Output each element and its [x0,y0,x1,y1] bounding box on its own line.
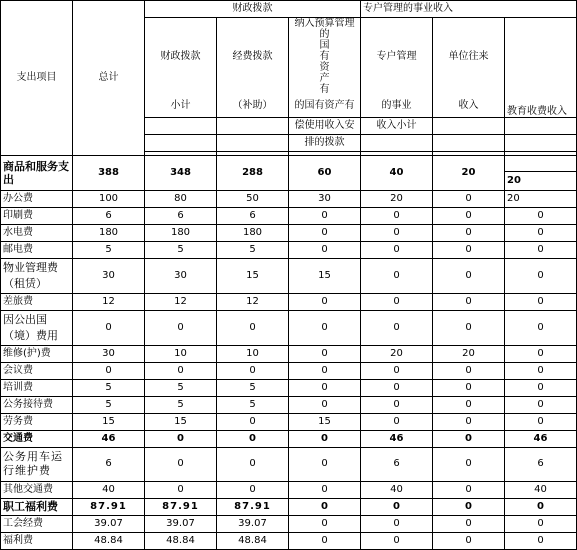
table-row-10 [1,379,577,396]
row-total: 30 [73,258,145,293]
row-funding: 288 [217,155,289,190]
table-row-12 [1,413,577,430]
table-row-1 [1,190,577,207]
row-item: 工会经费 [1,515,73,532]
table-row-6 [1,293,577,310]
header-fiscal-group: 财政拨款 [145,1,361,18]
header-assets-2: 的国有资产有 [289,95,361,117]
row-special: 0 [361,515,433,532]
row-unit: 0 [433,310,505,345]
row-total: 40 [73,481,145,498]
row-funding: 48.84 [217,532,289,549]
row-assets: 0 [289,345,361,362]
row-item: 职工福利费 [1,498,73,515]
table-row-9 [1,362,577,379]
row-fiscal: 15 [145,413,217,430]
row-total: 180 [73,224,145,241]
row-unit: 0 [433,379,505,396]
header-special-subtotal-2: 的事业 [361,95,433,117]
row-edu: 0 [505,362,577,379]
row-total: 5 [73,396,145,413]
row-fiscal: 12 [145,293,217,310]
row-special: 0 [361,532,433,549]
row-fiscal: 6 [145,207,217,224]
row-total: 12 [73,293,145,310]
row-unit: 0 [433,362,505,379]
header-assets-3: 偿使用收入安 [289,117,361,134]
row-assets: 0 [289,207,361,224]
row-funding: 15 [217,258,289,293]
header-funding-1: 经费拨款 [217,18,289,96]
row-assets: 0 [289,362,361,379]
row-special: 0 [361,310,433,345]
row-item: 劳务费 [1,413,73,430]
row-special: 6 [361,447,433,481]
row-funding: 5 [217,379,289,396]
table-row-13 [1,430,577,447]
row-edu: 20 [505,190,577,207]
table-row-14 [1,447,577,481]
row-total: 5 [73,241,145,258]
header-unit-1: 单位往来 [433,18,505,96]
table-row-3 [1,224,577,241]
row-fiscal: 5 [145,241,217,258]
row-edu: 0 [505,532,577,549]
row-edu: 0 [505,396,577,413]
row-fiscal: 10 [145,345,217,362]
row-assets: 0 [289,310,361,345]
row-special: 0 [361,362,433,379]
row-assets: 30 [289,190,361,207]
row-fiscal: 5 [145,396,217,413]
row-total: 6 [73,207,145,224]
row-edu: 0 [505,224,577,241]
row-unit: 0 [433,207,505,224]
row-funding: 12 [217,293,289,310]
header-fiscal-subtotal-1: 财政拨款 [145,18,217,96]
row-edu: 46 [505,430,577,447]
header-special-group: 专户管理的事业收入 [361,1,577,18]
row-unit: 0 [433,447,505,481]
row-edu: 0 [505,515,577,532]
row-funding: 0 [217,481,289,498]
row-total: 87.91 [73,498,145,515]
row-total: 0 [73,362,145,379]
table-row-15 [1,481,577,498]
row-item: 维修(护)费 [1,345,73,362]
row-item: 邮电费 [1,241,73,258]
row-assets: 0 [289,241,361,258]
row-assets: 0 [289,515,361,532]
row-funding: 50 [217,190,289,207]
row-unit: 0 [433,258,505,293]
row-item: 物业管理费（租赁） [1,258,73,293]
row-unit: 0 [433,532,505,549]
row-item: 培训费 [1,379,73,396]
row-unit: 0 [433,241,505,258]
row-funding: 6 [217,207,289,224]
row-special: 20 [361,345,433,362]
row-fiscal: 5 [145,379,217,396]
row-fiscal: 80 [145,190,217,207]
row-assets: 0 [289,293,361,310]
row-assets: 0 [289,430,361,447]
row-funding: 0 [217,310,289,345]
row-special: 0 [361,241,433,258]
header-unit-2: 收入 [433,95,505,117]
header-funding-2: （补助） [217,95,289,117]
header-special-subtotal-1: 专户管理 [361,18,433,96]
row-assets: 0 [289,224,361,241]
row-funding: 0 [217,430,289,447]
row-edu: 6 [505,447,577,481]
row-special: 0 [361,258,433,293]
row-item: 水电费 [1,224,73,241]
header-total: 总计 [73,1,145,156]
row-unit: 0 [433,413,505,430]
row-unit: 0 [433,293,505,310]
row-item: 福利费 [1,532,73,549]
row-funding: 180 [217,224,289,241]
row-funding: 5 [217,241,289,258]
row-assets: 0 [289,447,361,481]
row-total: 5 [73,379,145,396]
row-fiscal: 48.84 [145,532,217,549]
row-unit: 0 [433,498,505,515]
row-fiscal: 180 [145,224,217,241]
header-assets-1: 纳入预算管理 的国有资产有 [289,18,361,96]
row-total: 15 [73,413,145,430]
header-assets-4: 排的拨款 [289,134,361,151]
row-unit: 0 [433,224,505,241]
row-total: 388 [73,155,145,190]
row-unit: 0 [433,396,505,413]
table-row-7 [1,310,577,345]
row-assets: 0 [289,396,361,413]
row-total: 6 [73,447,145,481]
table-row-2 [1,207,577,224]
row-special: 0 [361,207,433,224]
row-fiscal: 0 [145,447,217,481]
row-edu: 0 [505,345,577,362]
row-total: 39.07 [73,515,145,532]
row-unit: 20 [433,345,505,362]
row-edu: 0 [505,413,577,430]
row-assets: 0 [289,532,361,549]
header-fiscal-subtotal-2: 小计 [145,95,217,117]
row-fiscal: 0 [145,430,217,447]
row-fiscal: 0 [145,310,217,345]
row-fiscal: 30 [145,258,217,293]
row-assets: 0 [289,379,361,396]
row-unit: 0 [433,190,505,207]
row-funding: 0 [217,447,289,481]
row-assets: 60 [289,155,361,190]
header-special-subtotal-3: 收入小计 [361,117,433,134]
row-assets: 15 [289,258,361,293]
row-special: 0 [361,396,433,413]
row-item: 其他交通费 [1,481,73,498]
row-unit: 0 [433,430,505,447]
row-funding: 5 [217,396,289,413]
row-fiscal: 87.91 [145,498,217,515]
row-total: 48.84 [73,532,145,549]
row-special: 0 [361,498,433,515]
row-item: 印刷费 [1,207,73,224]
row-total: 30 [73,345,145,362]
row-edu: 0 [505,241,577,258]
row-edu: 0 [505,258,577,293]
header-item: 支出项目 [1,1,73,156]
row-special: 40 [361,481,433,498]
row-edu: 0 [505,498,577,515]
row-special: 40 [361,155,433,190]
row-edu: 0 [505,310,577,345]
row-fiscal: 348 [145,155,217,190]
table-row-17 [1,515,577,532]
table-row-16 [1,498,577,515]
row-funding: 0 [217,362,289,379]
row-item: 公务接待费 [1,396,73,413]
row-edu: 0 [505,207,577,224]
header-row-1 [1,1,577,18]
row-special: 20 [361,190,433,207]
row-edu: 0 [505,293,577,310]
row-unit: 0 [433,515,505,532]
row-item: 因公出国（境）费用 [1,310,73,345]
row-funding: 10 [217,345,289,362]
row-total: 100 [73,190,145,207]
row-fiscal: 0 [145,362,217,379]
row-unit: 20 [433,155,505,190]
table-row-8 [1,345,577,362]
row-fiscal: 39.07 [145,515,217,532]
row-special: 0 [361,224,433,241]
row-funding: 87.91 [217,498,289,515]
header-education: 教育收费收入 [505,18,577,118]
row-funding: 0 [217,413,289,430]
table-row-0 [1,155,577,171]
table-row-4 [1,241,577,258]
row-edu: 0 [505,379,577,396]
table-row-11 [1,396,577,413]
row-item: 会议费 [1,362,73,379]
row-item: 交通费 [1,430,73,447]
row-special: 0 [361,293,433,310]
row-item: 差旅费 [1,293,73,310]
row-funding: 39.07 [217,515,289,532]
row-special: 46 [361,430,433,447]
table-row-5 [1,258,577,293]
row-assets: 0 [289,481,361,498]
row-total: 0 [73,310,145,345]
row-special: 0 [361,413,433,430]
row-edu: 20 [505,171,577,190]
row-assets: 15 [289,413,361,430]
row-total: 46 [73,430,145,447]
row-item: 公务用车运行维护费 [1,447,73,481]
row-special: 0 [361,379,433,396]
row-item: 办公费 [1,190,73,207]
row-fiscal: 0 [145,481,217,498]
row-unit: 0 [433,481,505,498]
row-item: 商品和服务支出 [1,155,73,190]
row-edu: 40 [505,481,577,498]
row-assets: 0 [289,498,361,515]
